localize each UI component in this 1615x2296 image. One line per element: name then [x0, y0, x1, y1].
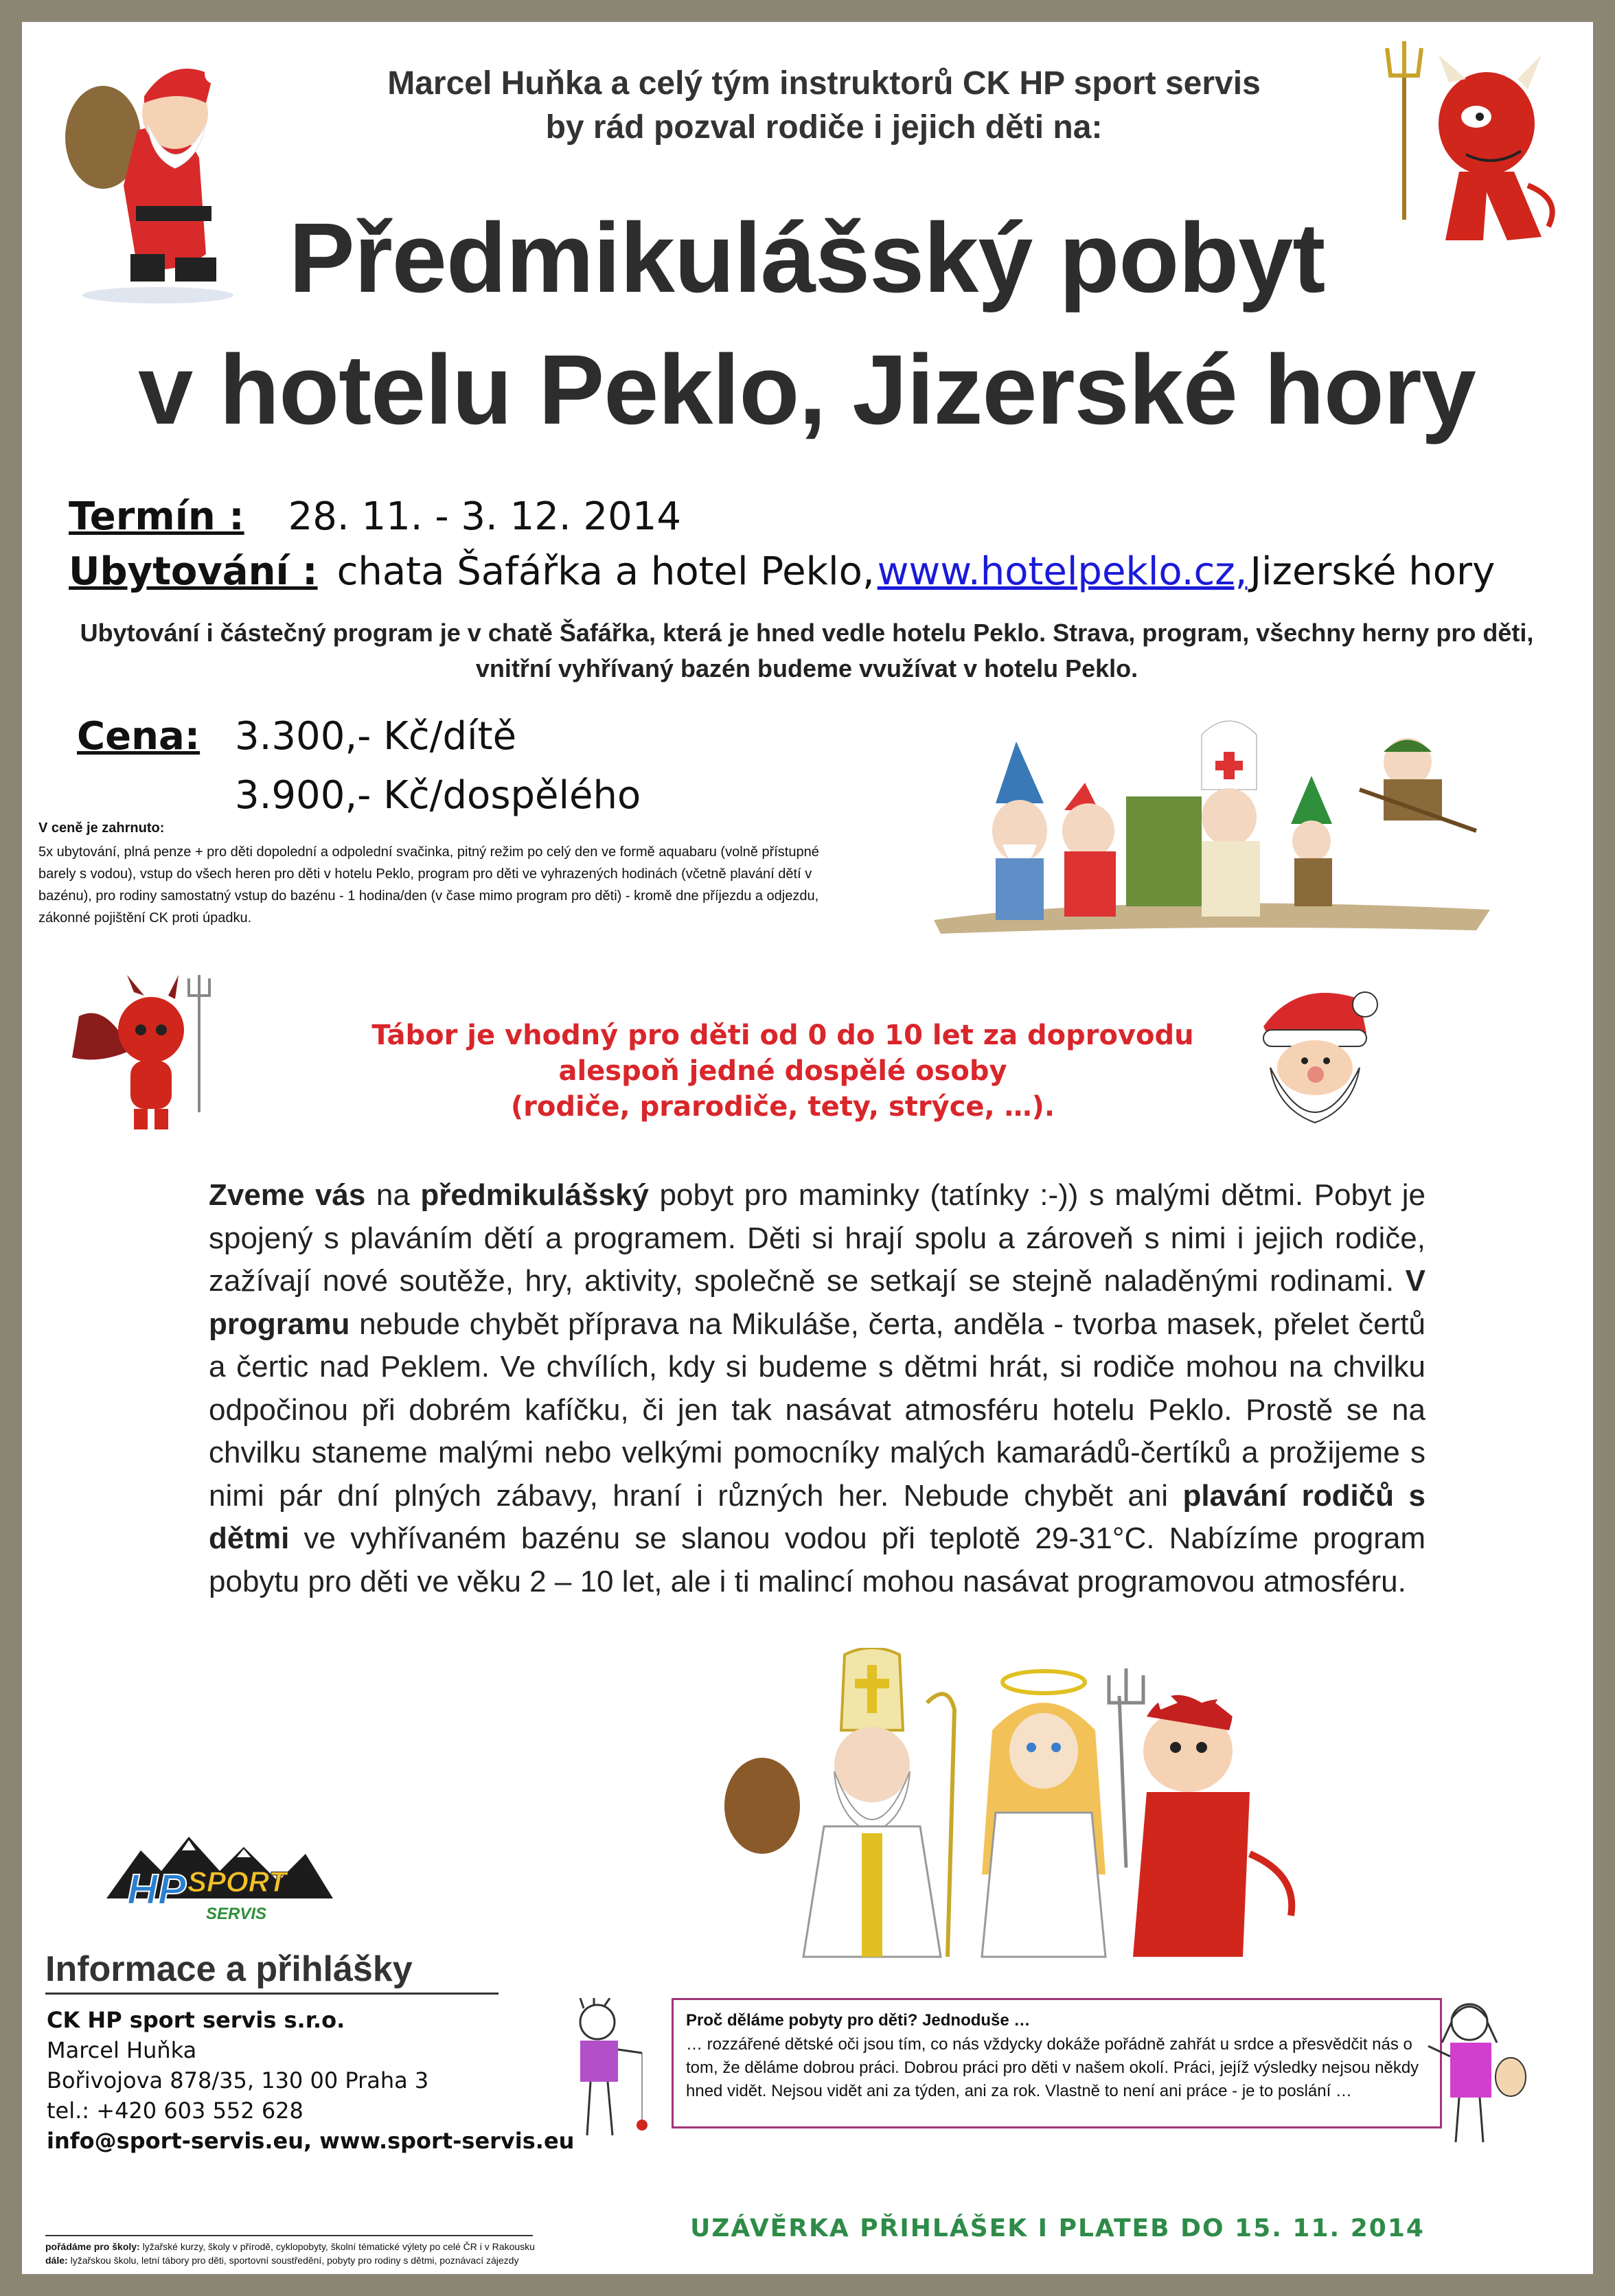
camp-line-1: Tábor je vhodný pro děti od 0 do 10 let za doprovodu: [371, 1020, 1194, 1051]
body-text-3: nebude chybět příprava na Mikuláše, čerta, anděla - tvorba masek, přelet čertů a čertic nad Peklem. Ve chvílích, kdy si budeme s dětmi hrát, si rodiče mohou na chvilku odpočinou při dobrém kafíčku, či jen tak nasávat atmosféru hotelu Peklo. Prostě se na chvilku staneme malými nebo velkými pomocníky malých kamarádů-čertíků a prožijeme s nimi pár dní plných zábavy, hraní i různých her. Nebude chybět ani: [209, 1307, 1425, 1513]
fine-text-1: lyžařské kurzy, školy v přírodě, cyklopobyty, školní tématické výlety po celé ČR i v Rakousku: [139, 2241, 535, 2252]
body-bold-3: V programu: [209, 1264, 1425, 1341]
term-row: [69, 494, 681, 539]
fine-text-2: lyžařskou školu, letní tábory pro děti, sportovní soustředění, pobyty pro rodiny s dětmi, poznávací zájezdy: [67, 2255, 519, 2266]
main-description: [209, 1174, 1425, 1603]
page-title: [103, 192, 1511, 456]
nicholas-angel-devil-illustration: [721, 1648, 1312, 1971]
logo-text-sport: SPORT: [187, 1866, 286, 1898]
intro-line-2: by rád pozval rodiče i jejich děti na:: [545, 109, 1103, 146]
logo-text-servis: SERVIS: [206, 1905, 267, 1923]
price-block: [77, 714, 200, 759]
camp-line-2: alespoň jedné dospělé osoby: [558, 1055, 1007, 1087]
info-heading-underline: [45, 1993, 499, 1995]
included-heading: V ceně je zahrnuto:: [38, 820, 165, 836]
lodging-note: Ubytování i částečný program je v chatě Šafářka, která je hned vedle hotelu Peklo. Strava, program, všechny herny pro děti, vnitřní vyhřívaný bazén budeme vvužívat v hotelu Peklo.: [80, 619, 1534, 682]
title-line-2: v hotelu Peklo, Jizerské hory: [138, 334, 1476, 445]
camp-suitability-note: [275, 1018, 1291, 1125]
fine-bold-1: pořádáme pro školy:: [45, 2241, 140, 2252]
hotel-website-link[interactable]: www.hotelpeklo.cz,: [877, 549, 1248, 594]
title-line-1: Předmikulášský pobyt: [288, 203, 1325, 313]
body-bold-1: Zveme vás: [209, 1178, 366, 1212]
included-text: 5x ubytování, plná penze + pro děti dopolední a odpolední svačinka, pitný režim po celý den ve formě aquabaru (volně přístupné barely s vodou), vstup do všech heren pro děti v hotelu Peklo, program pro děti ve vyhrazených hodinách (včetně plavání dětí v bazénu), pro rodiny samostatný vstup do bazénu - 1 hodina/den (v čase mimo program pro děti) - kromě dne příjezdu a odjezdu, zákonné pojištění CK proti úpadku.: [38, 845, 819, 926]
price-label: Cena:: [77, 714, 201, 759]
girl-painter-icon: [1421, 1995, 1531, 2152]
small-devil-icon: [65, 975, 230, 1133]
why-text: … rozzářené dětské oči jsou tím, co nás vždycky dokáže pořádně zahřát u srdce a přesvědčit nás o tom, že děláme dobrou práci. Dobrou práci pro děti v našem okolí. Práci, jejíž výsledky nejsou někdy hned vidět. Nejsou vidět ani za týden, ani za rok. Vlastně to není ani práce - je to poslání …: [686, 2035, 1419, 2100]
fine-bold-2: dále:: [45, 2255, 68, 2266]
term-value: 28. 11. - 3. 12. 2014: [288, 494, 682, 539]
contact-phone: tel.: +420 603 552 628: [47, 2098, 303, 2124]
fine-print: [45, 2240, 540, 2267]
fine-print-divider: [45, 2235, 533, 2236]
logo-text-hp: HP: [127, 1866, 187, 1914]
body-bold-4: plavání rodičů s dětmi: [209, 1478, 1425, 1555]
characters-group-illustration: [927, 714, 1497, 934]
invitation-intro: [206, 62, 1442, 150]
why-we-do-it-box: [672, 1998, 1442, 2128]
camp-line-3: (rodiče, prarodiče, tety, strýce, …).: [510, 1091, 1055, 1123]
lodging-region: Jizerské hory: [1250, 549, 1496, 594]
lodging-value: chata Šafářka a hotel Peklo,: [336, 549, 875, 594]
price-child: 3.300,- Kč/dítě: [235, 714, 517, 759]
intro-line-1: Marcel Huňka a celý tým instruktorů CK HP sport servis: [387, 65, 1261, 102]
lodging-row: [69, 549, 1495, 594]
contact-company: CK HP sport servis s.r.o.: [47, 2007, 345, 2033]
info-heading: Informace a přihlášky: [45, 1949, 413, 1989]
contact-person: Marcel Huňka: [47, 2037, 197, 2063]
contact-address: Bořivojova 878/35, 130 00 Praha 3: [47, 2067, 429, 2093]
contact-block: [47, 2005, 574, 2156]
contact-web[interactable]: info@sport-servis.eu, www.sport-servis.eu: [47, 2128, 575, 2154]
body-text-2: pobyt pro maminky (tatínky :-)) s malými dětmi. Pobyt je spojený s plaváním dětí a programem. Děti si hrají spolu a zároveň s nimi i jejich rodiče, zažívají nové soutěže, hry, aktivity, společně se setkají se stejně naladěnými rodinami.: [209, 1178, 1425, 1298]
why-heading: Proč děláme pobyty pro děti? Jednoduše …: [686, 2011, 1031, 2030]
price-adult: 3.900,- Kč/dospělého: [235, 773, 641, 818]
hp-sport-servis-logo: [100, 1823, 340, 1933]
body-text-1: na: [365, 1178, 421, 1212]
lodging-label: Ubytování :: [69, 549, 318, 594]
body-bold-2: předmikulášský: [420, 1178, 650, 1212]
body-text-4: ve vyhřívaném bazénu se slanou vodou při teplotě 29-31°C. Nabízíme program pobytu pro děti ve věku 2 – 10 let, ale i ti malincí mohou nasávat programovou atmosféru.: [209, 1522, 1425, 1598]
registration-deadline: UZÁVĚRKA PŘIHLÁŠEK I PLATEB DO 15. 11. 2014: [690, 2214, 1425, 2242]
child-with-yoyo-icon: [563, 1998, 659, 2156]
term-label: Termín :: [69, 494, 244, 539]
